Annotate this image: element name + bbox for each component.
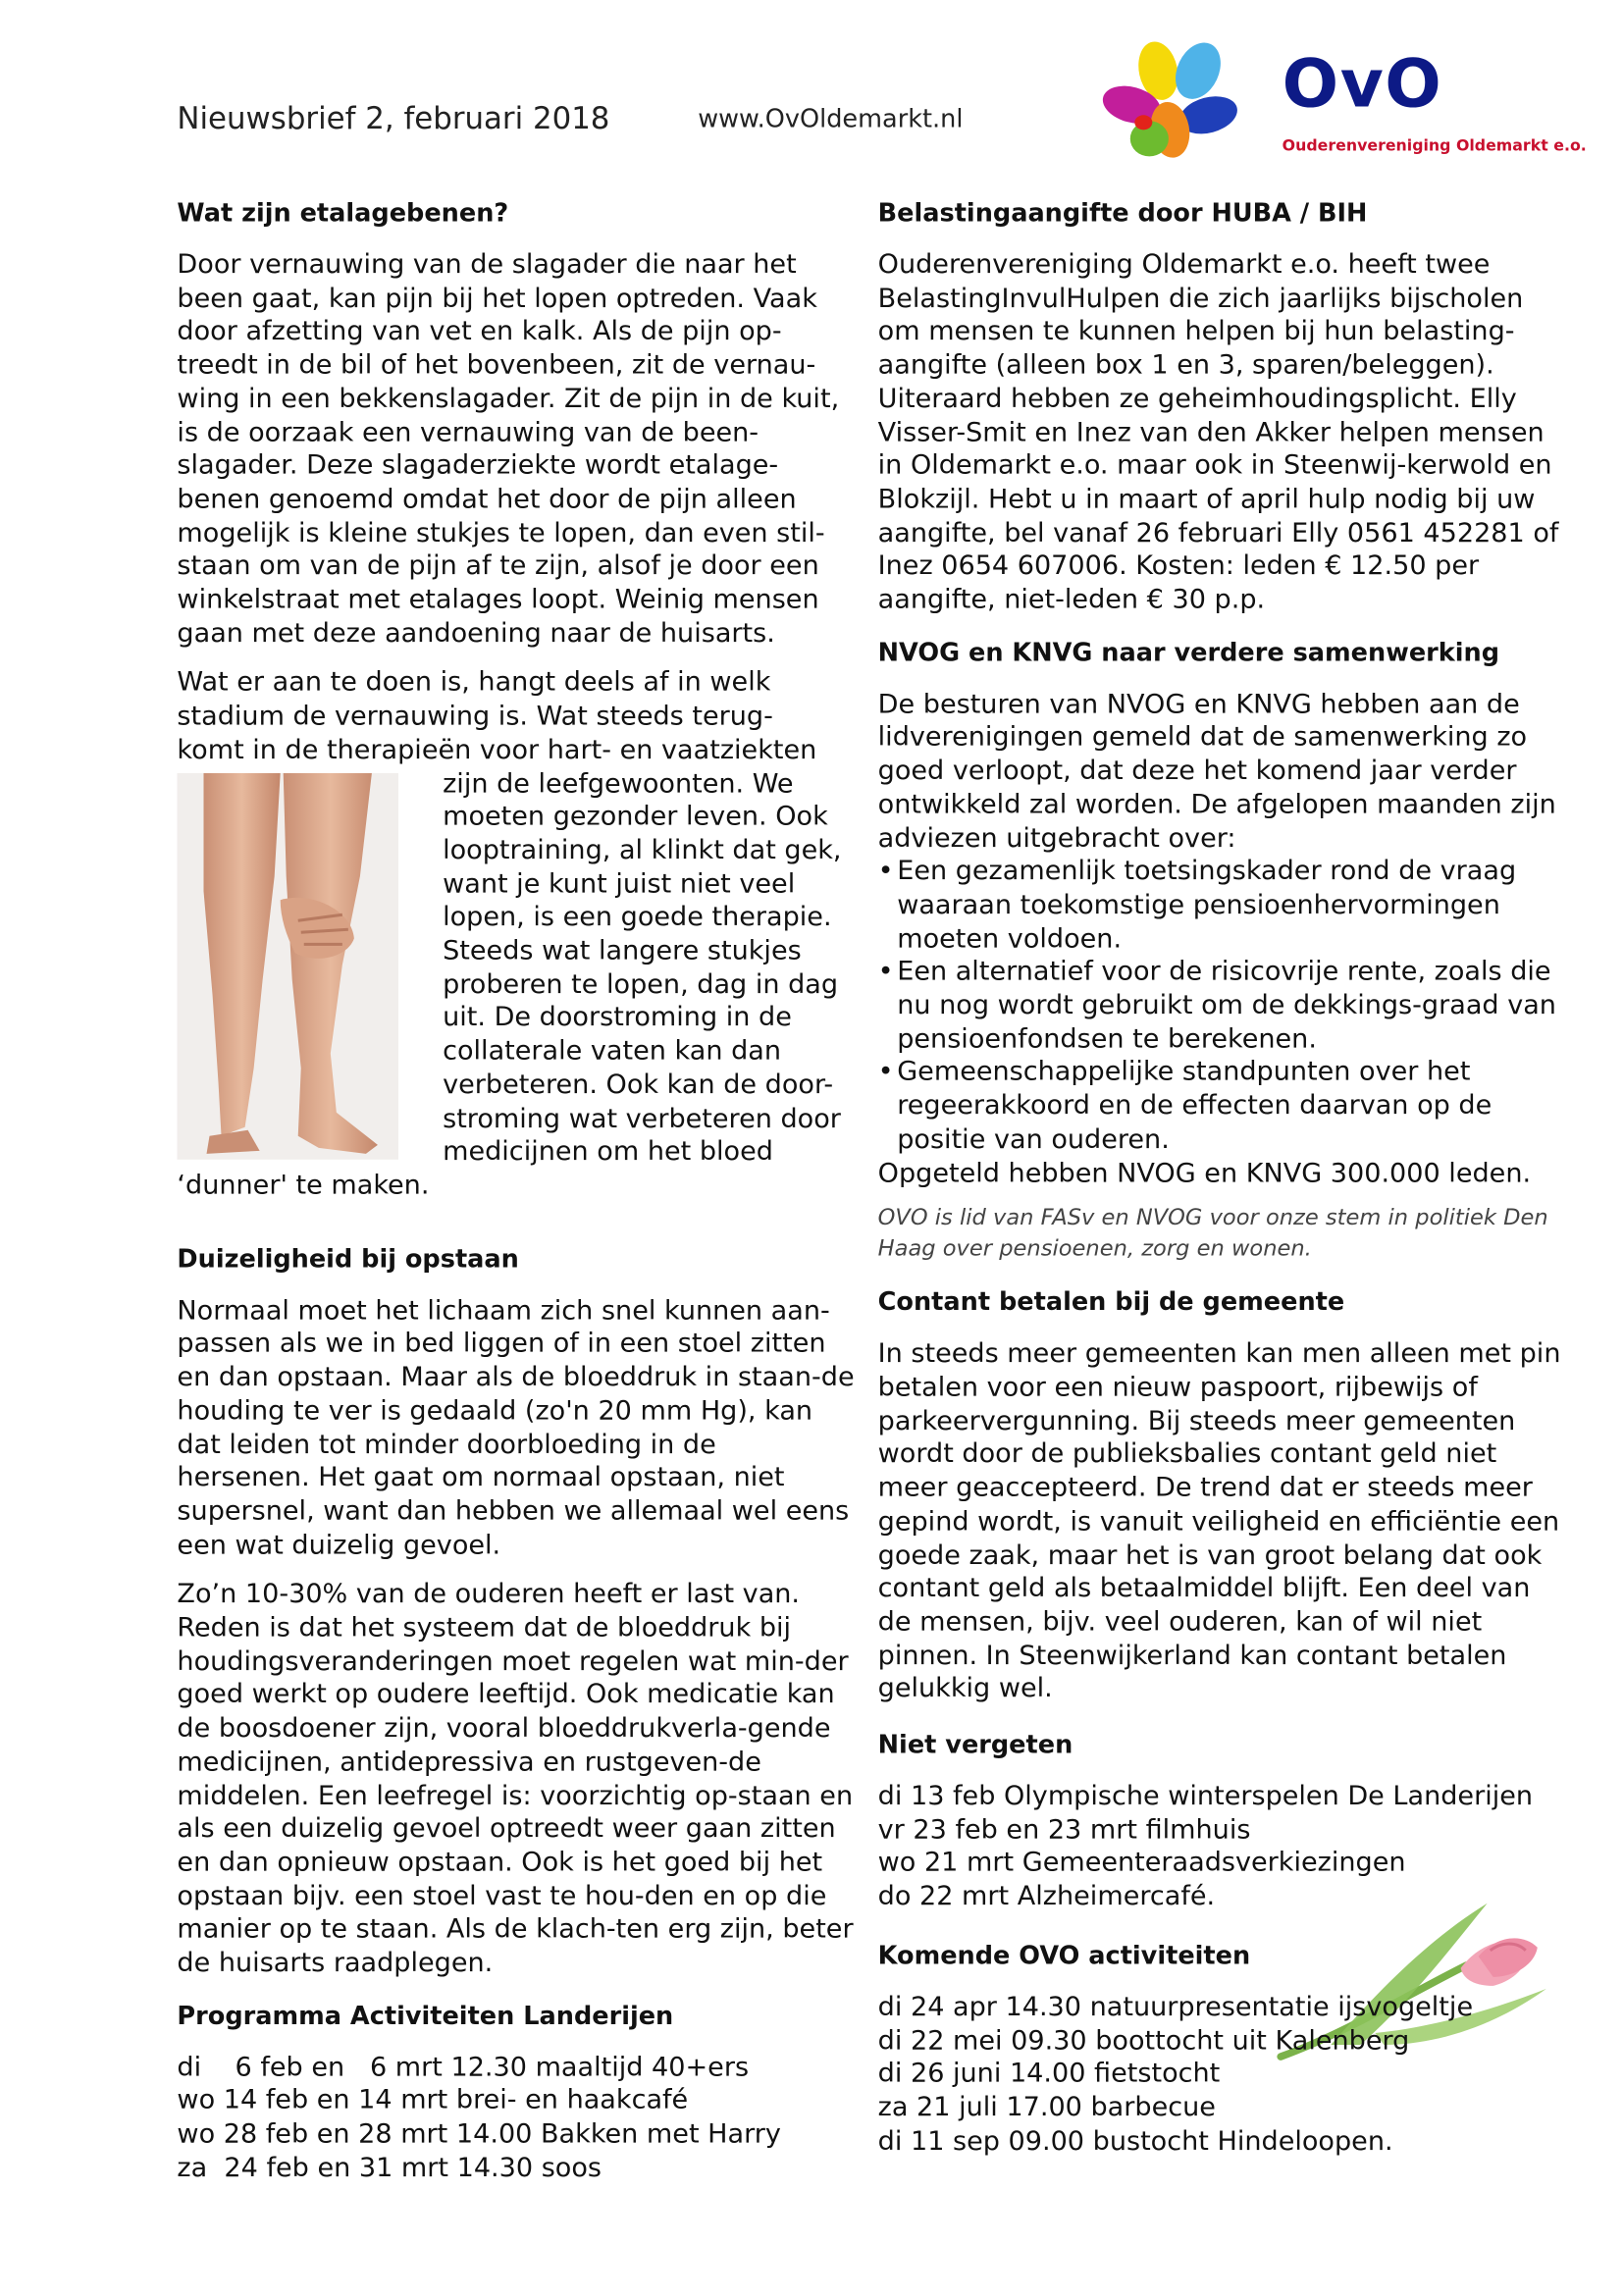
newsletter-issue: Nieuwsbrief 2, februari 2018 [177, 100, 610, 136]
article-title: Duizeligheid bij opstaan [177, 1244, 519, 1275]
article-paragraph: Door vernauwing van de slagader die naar het been gaat, kan pijn bij het lopen optreden. Vaak door afzetting van vet en kalk. Als de pijn op-treedt in de bil of het bovenbeen, zit de vernau-wing in een bekkenslagader. Zit de pijn in de kuit, is de oorzaak een vernauwing van de been-slagader. Deze slagaderziekte wordt etalage-benen genoemd omdat het door de pijn alleen mogelijk is kleine stukjes te lopen, dan even stil-staan om van de pijn af te zijn, alsof je door een winkelstraat met etalages loopt. Weinig mensen gaan met deze aandoening naar de huisarts. [177, 249, 840, 650]
activity-list [878, 1992, 1572, 2160]
list-item: di 22 mei 09.30 boottocht uit Kalenberg [877, 2024, 1410, 2057]
article-title: Belastingaangifte door HUBA / BIH [877, 198, 1368, 230]
left-column [177, 196, 856, 2186]
list-item: di 6 feb en 6 mrt 12.30 maaltijd 40+ers [177, 2052, 750, 2083]
text-line: stadium de vernauwing is. Wat steeds terug- [177, 701, 773, 733]
list-item: • Een gezamenlijk toetsingskader rond de vraag waaraan toekomstige pensioenhervormingen moeten voldoen. [878, 856, 1572, 956]
bullet-list [878, 856, 1572, 1157]
list-item: • Een alternatief voor de risicovrije rente, zoals die nu nog wordt gebruikt om de dekkings-graad van pensioenfondsen te berekenen. [878, 957, 1572, 1057]
article-title: Niet vergeten [877, 1730, 1073, 1760]
article-paragraph [177, 667, 856, 1203]
website-link[interactable]: www.OvOldemarkt.nl [698, 104, 964, 134]
membership-note: OVO is lid van FASv en NVOG voor onze stem in politiek Den Haag over pensioenen, zorg en wonen. [877, 1204, 1548, 1263]
article-programma [177, 1999, 856, 2186]
list-item: za 24 feb en 31 mrt 14.30 soos [177, 2152, 602, 2184]
list-item: di 26 juni 14.00 fietstocht [877, 2058, 1221, 2090]
legs-image-icon [177, 772, 398, 1159]
list-item: wo 21 mrt Gemeenteraadsverkiezingen [877, 1848, 1406, 1879]
article-contant [878, 1285, 1572, 1707]
article-nvog [878, 636, 1572, 1265]
article-paragraph: In steeds meer gemeenten kan men alleen met pin betalen voor een nieuw paspoort, rijbewijs of parkeervergunning. Bij steeds meer gemeenten wordt door de publieksbalies contant geld niet meer geaccepteerd. De trend dat er steeds meer gepind wordt, is vanuit veiligheid en efficiëntie een goede zaak, maar het is van groot belang dat ook contant geld als betaalmiddel blijft. Een deel van de mensen, bijv. veel ouderen, kan of wil niet pinnen. In Steenwijkerland kan contant betalen gelukkig wel. [877, 1338, 1561, 1705]
list-item: vr 23 feb en 23 mrt filmhuis [877, 1814, 1251, 1846]
article-paragraph: Opgeteld hebben NVOG en KNVG 300.000 leden. [877, 1157, 1532, 1189]
legs-photo [177, 772, 417, 1159]
list-item: di 11 sep 09.00 bustocht Hindeloopen. [877, 2125, 1393, 2157]
article-etalagebenen [177, 196, 856, 1222]
list-item: • Gemeenschappelijke standpunten over het regeerakkoord en de effecten daarvan op de positie van ouderen. [878, 1057, 1572, 1157]
article-title: Wat zijn etalagebenen? [177, 198, 509, 230]
article-paragraph: Ouderenvereniging Oldemarkt e.o. heeft twee BelastingInvulHulpen die zich jaarlijks bijscholen om mensen te kunnen helpen bij hun belasting-aangifte (alleen box 1 en 3, sparen/beleggen). Uiteraard hebben ze geheimhoudingsplicht. Elly Visser-Smit en Inez van den Akker helpen mensen in Oldemarkt e.o. maar ook in Steenwij-kerwold en Blokzijl. Hebt u in maart of april hulp nodig bij uw aangifte, bel vanaf 26 februari Elly 0561 452281 of Inez 0654 607006. Kosten: leden € 12.50 per aangifte, niet-leden € 30 p.p. [877, 249, 1559, 616]
article-niet-vergeten [878, 1728, 1572, 1915]
article-title: NVOG en KNVG naar verdere samenwerking [877, 638, 1500, 668]
article-paragraph: De besturen van NVOG en KNVG hebben aan de lidverenigingen gemeld dat de samenwerking zo goed verloopt, dat deze het komend jaar verder ontwikkeld zal worden. De afgelopen maanden zijn adviezen uitgebracht over: [877, 688, 1556, 854]
wrapped-text: zijn de leefgewoonten. We moeten gezonder leven. Ook looptraining, al klinkt dat gek, want je kunt juist niet veel lopen, is een goede therapie. Steeds wat langere stukjes proberen te lopen, dag in dag uit. De doorstroming in de collaterale vaten kan dan verbeteren. Ook kan de door-stroming wat verbeteren door medicijnen om het bloed ‘dunner' te maken. [177, 767, 842, 1201]
article-title: Programma Activiteiten Landerijen [177, 2002, 674, 2032]
logo-subtitle: Ouderenvereniging Oldemarkt e.o. [1282, 136, 1587, 155]
article-duizeligheid [177, 1242, 856, 1981]
article-title: Komende OVO activiteiten [877, 1941, 1251, 1971]
list-item: wo 28 feb en 28 mrt 14.00 Bakken met Harry [177, 2118, 781, 2151]
text-line: komt in de therapieën voor hart- en vaatziekten [177, 734, 817, 766]
article-title: Contant betalen bij de gemeente [877, 1288, 1345, 1319]
list-item: do 22 mrt Alzheimercafé. [877, 1881, 1216, 1912]
article-komende [878, 1939, 1572, 2160]
text-line: Wat er aan te doen is, hangt deels af in welk [177, 667, 771, 699]
list-item: wo 14 feb en 14 mrt brei- en haakcafé [177, 2085, 689, 2116]
logo-wordmark: OvO [1282, 44, 1443, 123]
list-item: za 21 juli 17.00 barbecue [877, 2092, 1216, 2123]
activity-list [177, 2052, 856, 2186]
list-item: di 13 feb Olympische winterspelen De Landerijen [877, 1780, 1534, 1812]
list-item: di 24 apr 14.30 natuurpresentatie ijsvogeltje [877, 1991, 1474, 2023]
article-paragraph: Normaal moet het lichaam zich snel kunnen aan-passen als we in bed liggen of in een stoel zitten en dan opstaan. Maar als de bloeddruk in staan-de houding te ver is gedaald (zo'n 20 mm Hg), kan dat leiden tot minder doorbloeding in de hersenen. Het gaat om normaal opstaan, niet supersnel, want dan hebben we allemaal wel eens een wat duizelig gevoel. [177, 1294, 855, 1561]
article-belasting [878, 196, 1572, 618]
article-paragraph: Zo’n 10-30% van de ouderen heeft er last van. Reden is dat het systeem dat de bloeddruk bij houdingsveranderingen moet regelen wat min-der goed werkt op oudere leeftijd. Ook medicatie kan de boosdoener zijn, vooral bloeddrukverla-gende medicijnen, antidepressiva en rustgeven-de middelen. Een leefregel is: voorzichtig op-staan en als een duizelig gevoel optreedt weer gaan zitten en dan opnieuw opstaan. Ook is het goed bij het opstaan bijv. een stoel vast te hou-den en op die manier op te staan. Als de klach-ten erg zijn, beter de huisarts raadplegen. [177, 1579, 854, 1979]
right-column [878, 196, 1572, 2159]
